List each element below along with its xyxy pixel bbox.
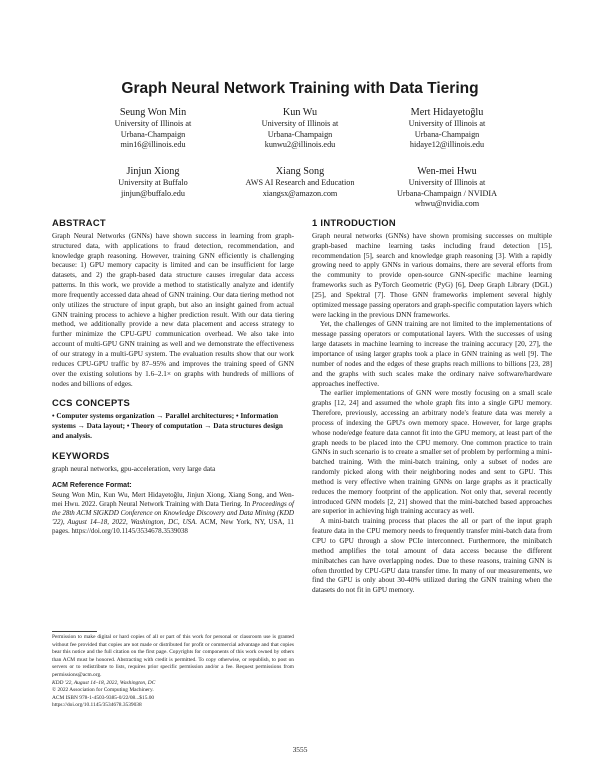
author-affiliation: Urbana-Champaign — [414, 129, 480, 139]
permission-doi: https://doi.org/10.1145/3534678.3539038 — [52, 702, 142, 709]
author-affiliation: University of Illinois at — [408, 119, 486, 128]
ccs-heading: CCS CONCEPTS — [52, 397, 131, 409]
reference-format-heading: ACM Reference Format: — [52, 482, 132, 490]
permission-text: Permission to make digital or hard copies of all or part of this work for personal or classroom use is granted without fee provided that copies are not made or distributed for profit or commercial advantage and that copies bear this notice and the full citation on the first page. Copyrights for components of this work owned by others than ACM must be honored. Abstracting with credit is permitted. To copy otherwise, or republish, to post on servers or to redistribute to lists, requires prior specific permission and/or a fee. Request permissions from permissions@acm.org. — [52, 634, 294, 678]
permission-copyright: © 2022 Association for Computing Machinery. — [52, 687, 154, 694]
author-affiliation: Urbana-Champaign / NVIDIA — [396, 188, 498, 198]
introduction-heading: 1 INTRODUCTION — [312, 217, 396, 228]
intro-paragraph: A mini-batch training process that places the all or part of the input graph feature data in the CPU memory needs to frequently transfer mini-batch data from CPU to GPU through a slow PCIe interconnect. Furthermore, the minibatch method amplifies the total amount of data access because the different minibatches can have overlapping nodes. Due to these reasons, training GNN is often throttled by CPU-GPU data transfer time. In many of our measurements, we find the GPU is only about 30-40% utilized during the GNN training when the datasets do not fit in GPU memory. — [312, 517, 552, 595]
author-block — [362, 165, 532, 210]
author-block — [215, 165, 385, 199]
abstract-heading: ABSTRACT — [52, 217, 106, 228]
author-affiliation: University of Illinois at — [261, 119, 339, 128]
reference-authors: Seung Won Min, Kun Wu, Mert Hidayetoğlu, Jinjun Xiong, Xiang Song, and Wen-mei Hwu. 2022. Graph Neural Network Training with Data Tiering. In — [52, 490, 294, 508]
author-affiliation: University of Illinois at — [114, 119, 192, 128]
author-name: Jinjun Xiong — [126, 166, 180, 177]
keywords-text: graph neural networks, gpu-acceleration, very large data — [52, 464, 216, 473]
author-email: xiangsx@amazon.com — [262, 188, 338, 198]
page-number: 3555 — [292, 745, 308, 754]
author-affiliation: Urbana-Champaign — [267, 129, 333, 139]
intro-paragraph: Yet, the challenges of GNN training are not limited to the implementations of message passing operators or computational layers. With the successes of using large datasets in machine learning to increase the training accuracy [20, 27], the importance of using larger graphs took a place in GNN training as well [9]. The number of nodes and the edges of these graphs reach millions to billions [23, 28] and the graphs with such scales make the ordinary naive software/hardware approaches ineffective. — [312, 320, 552, 388]
permission-isbn: ACM ISBN 978-1-4503-9385-0/22/08...$15.00 — [52, 694, 155, 701]
author-email: jinjun@buffalo.edu — [120, 188, 185, 198]
author-name: Mert Hidayetoğlu — [410, 107, 484, 118]
ccs-concepts — [52, 412, 294, 442]
footnote-rule — [52, 631, 97, 632]
author-block — [68, 106, 238, 151]
acm-reference-format — [52, 481, 294, 536]
author-email: hidaye12@illinois.edu — [409, 140, 485, 150]
author-block — [68, 165, 238, 199]
left-column — [52, 218, 294, 537]
author-block — [362, 106, 532, 151]
author-name: Wen-mei Hwu — [417, 166, 477, 177]
right-column — [312, 218, 552, 596]
intro-paragraph: The earlier implementations of GNN were mostly focusing on a small scale graphs [12, 24] and assumed the whole graph fits into a single GPU memory. Therefore, previously, accessing an arbitrary node's feature data was merely a process of indexing the GPU's own memory space. However, for large graphs whose node/edge feature data cannot fit into the GPU memory, at least part of the graph needs to be placed into the CPU memory. One common practice to train GNNs in such scenario is to create a smaller set of problem by performing a mini-batched training. With the mini-batch training, only a subset of nodes are randomly picked along with their neighboring nodes and sent to GPU. This method is very effective when training GNNs on large graphs as it practically reduces the memory footprint of the application. Not only that, several recently introduced GNN models [2, 21] showed that the mini-batched based approaches are superior in achieving high training accuracy as well. — [312, 389, 552, 516]
intro-paragraph: Graph neural networks (GNNs) have shown promising successes on multiple graph-based machine learning tasks including fraud detection [15], recommendation [5], search and knowledge graph reasoning [3]. With a rapidly growing need to apply GNNs in various domains, there are several efforts from the community to provide open-source GNN-specific machine learning frameworks such as PyTorch Geometric (PyG) [6], Deep Graph Library (DGL) [25], and Spektral [7]. Those GNN frameworks implement several highly optimized message passing operators and graph-specific computation layers which were lacking in the previous DNN frameworks. — [312, 231, 552, 319]
paper-title: Graph Neural Network Training with Data Tiering — [121, 80, 479, 97]
ccs-item: • Theory of computation → Data structures design and analysis. — [52, 422, 283, 440]
reference-venue: Proceedings of the 28th ACM SIGKDD Conference on Knowledge Discovery and Data Mining (KDD '22), August 14–18, 2022, Washington, DC, USA. — [52, 499, 294, 527]
author-name: Kun Wu — [282, 107, 318, 118]
author-affiliation: Urbana-Champaign — [120, 129, 186, 139]
keywords-heading: KEYWORDS — [52, 449, 110, 461]
author-affiliation: University of Illinois at — [408, 178, 486, 187]
ccs-item: • Computer systems organization → Parallel architectures; — [52, 412, 235, 421]
reference-rest: ACM, New York, NY, USA, 11 pages. https://doi.org/10.1145/3534678.3539038 — [52, 518, 294, 536]
author-email: kunwu2@illinois.edu — [264, 140, 336, 150]
permission-block — [52, 634, 294, 710]
permission-venue: KDD '22, August 14–18, 2022, Washington, DC — [52, 679, 156, 686]
ccs-item: • Information systems → Data layout; — [52, 412, 279, 431]
abstract-text: Graph Neural Networks (GNNs) have shown success in learning from graph-structured data, with applications to fraud detection, recommendation, and knowledge graph reasoning. However, training GNN efficiently is challenging because: 1) GPU memory capacity is limited and can be insufficient for large datasets, and 2) the graph-based data structure causes irregular data access patterns. In this work, we provide a method to statistically analyze and identify more frequently accessed data ahead of GNN training. Our data tiering method not only utilizes the structure of input graph, but also an insight gained from actual GNN training process to achieve a higher prediction result. With our data tiering method, we additionally provide a new data placement and access strategy to further minimize the CPU-GPU communication overhead. We also take into account of multi-GPU GNN training as well and we demonstrate the effectiveness of our strategy in a multi-GPU system. The evaluation results show that our work reduces CPU-GPU traffic by 87–95% and improves the training speed of GNN over the existing solutions by 1.6–2.1× on graphs with hundreds of millions of nodes and billions of edges. — [52, 231, 294, 388]
author-name: Seung Won Min — [119, 107, 187, 118]
author-block — [215, 106, 385, 151]
author-email: whwu@nvidia.com — [414, 199, 480, 209]
author-affiliation: AWS AI Research and Education — [245, 178, 355, 187]
author-name: Xiang Song — [275, 166, 325, 177]
author-affiliation: University at Buffalo — [118, 178, 188, 187]
author-email: min16@illinois.edu — [120, 140, 186, 150]
